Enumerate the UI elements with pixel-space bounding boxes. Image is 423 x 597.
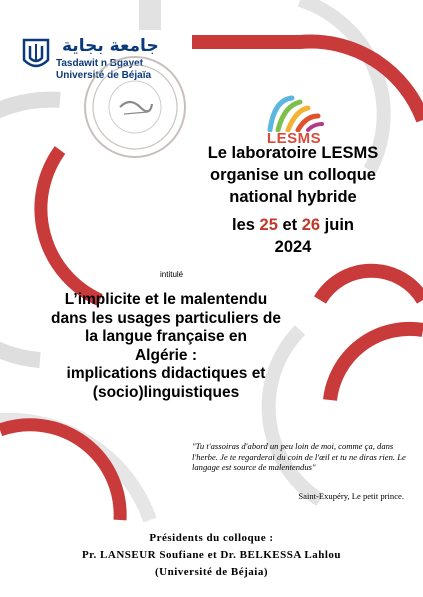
presidents-names: Pr. LANSEUR Soufiane et Dr. BELKESSA Lahlou xyxy=(81,549,342,561)
colloquium-dates xyxy=(180,214,406,258)
lesms-logo-text: LESMS xyxy=(266,130,322,147)
red-arc-bottom-left xyxy=(0,425,120,520)
university-arabic-name: جامعة بجاية xyxy=(62,36,159,56)
date-day2: 26 xyxy=(301,216,321,234)
date-year: 2024 xyxy=(274,238,312,256)
title-line: implications didactiques et xyxy=(66,365,266,382)
title-line: la langue française en xyxy=(85,328,247,345)
presidents-affiliation: (Université de Béjaia) xyxy=(154,566,269,578)
date-prefix: les xyxy=(231,216,260,234)
date-day1: 25 xyxy=(259,216,278,234)
headline-line1: Le laboratoire LESMS xyxy=(207,144,379,162)
epigraph-quote: "Tu t'assoiras d'abord un peu loin de moi, comme ça, dans l'herbe. Je te regarderai du coin de l'œil et tu ne diras rien. Le langage est source de malentendus" xyxy=(192,441,406,473)
date-mid: et xyxy=(277,216,302,234)
red-arc-right-low xyxy=(330,329,423,400)
headline-line3: national hybride xyxy=(229,188,357,206)
title-line: dans les usages particuliers de xyxy=(50,309,282,327)
intitule-label: intitulé xyxy=(160,270,184,279)
lesms-logo xyxy=(262,92,326,148)
red-arc-left xyxy=(41,150,100,300)
presidents-heading: Présidents du colloque : xyxy=(149,532,274,544)
colloquium-title xyxy=(20,291,312,402)
title-line: Algérie : xyxy=(134,346,197,364)
title-line: L’implicite et le malentendu xyxy=(64,291,268,308)
red-arc-right xyxy=(320,271,423,300)
title-line: (socio)linguistiques xyxy=(92,383,240,401)
presidents-block xyxy=(20,530,403,581)
university-name-line2: Université de Béjaïa xyxy=(56,70,152,81)
announcement-headline xyxy=(180,142,406,208)
university-emblem-icon xyxy=(22,38,50,74)
university-name-line1: Tasdawit n Bgayet xyxy=(56,58,144,69)
headline-line2: organise un colloque xyxy=(210,166,376,184)
lesms-arcs-icon xyxy=(262,92,326,132)
epigraph-author: Saint-Exupéry, Le petit prince. xyxy=(298,491,404,501)
dates-line xyxy=(180,214,406,236)
date-month: juin xyxy=(320,216,354,234)
official-stamp xyxy=(80,52,190,162)
